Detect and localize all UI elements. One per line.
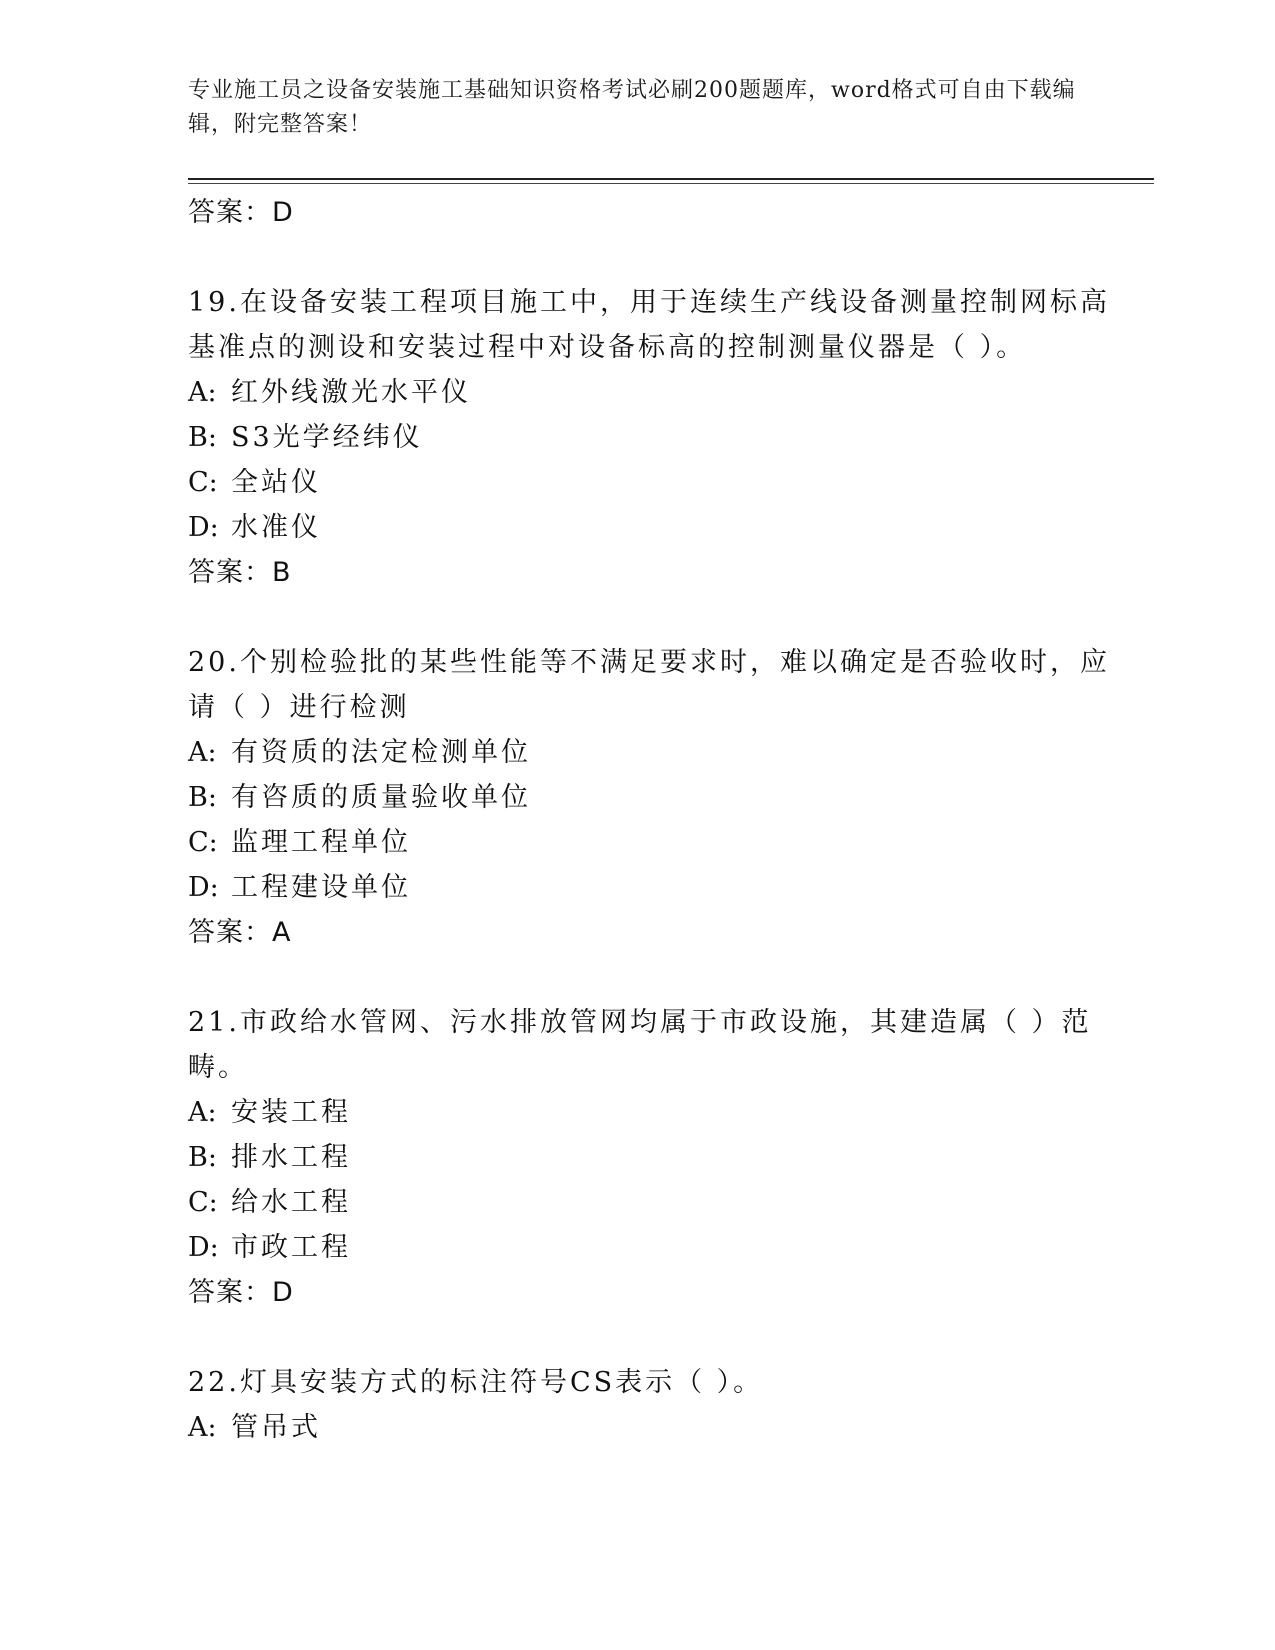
option-label: D:	[188, 1232, 219, 1263]
answer-line: 答案：D	[188, 197, 294, 228]
spacer	[188, 1316, 1128, 1360]
option-a	[188, 1090, 1128, 1135]
option-text: 工程建设单位	[231, 872, 411, 903]
option-text: 市政工程	[231, 1232, 351, 1263]
option-text: 给水工程	[231, 1187, 351, 1218]
option-label: B:	[188, 782, 217, 813]
option-text: 红外线激光水平仪	[231, 377, 471, 408]
option-text: 排水工程	[231, 1142, 351, 1173]
answer-line: 答案：A	[188, 917, 292, 948]
header-rule-thick	[188, 178, 1154, 180]
spacer	[188, 596, 1128, 640]
spacer	[188, 956, 1128, 1000]
question-text: 22.灯具安装方式的标注符号CS表示（ ）。	[188, 1367, 764, 1398]
option-text: 安装工程	[231, 1097, 351, 1128]
option-text: 水准仪	[231, 512, 321, 543]
option-label: D:	[188, 512, 219, 543]
option-d	[188, 1225, 1128, 1270]
option-text: 监理工程单位	[231, 827, 411, 858]
option-d	[188, 865, 1128, 910]
option-text: 有资质的法定检测单位	[231, 737, 531, 768]
question-list	[188, 190, 1128, 1450]
answer-line: 答案：B	[188, 557, 292, 588]
option-text: 全站仪	[231, 467, 321, 498]
option-b	[188, 775, 1128, 820]
option-text: 管吊式	[231, 1412, 321, 1443]
question-text: 20.个别检验批的某些性能等不满足要求时，难以确定是否验收时，应请（ ）进行检测	[188, 647, 1110, 723]
header-rule-thin	[188, 183, 1154, 184]
answer-line: 答案：D	[188, 1277, 294, 1308]
question-20	[188, 640, 1128, 956]
question-22	[188, 1360, 1128, 1450]
option-label: A:	[188, 1412, 217, 1443]
option-c	[188, 820, 1128, 865]
question-text: 21.市政给水管网、污水排放管网均属于市政设施，其建造属（ ）范畴。	[188, 1007, 1092, 1083]
option-a	[188, 730, 1128, 775]
option-label: A:	[188, 737, 217, 768]
option-text: 有咨质的质量验收单位	[231, 782, 531, 813]
option-a	[188, 1405, 1128, 1450]
option-label: C:	[188, 827, 218, 858]
option-text: S3光学经纬仪	[231, 422, 423, 453]
option-label: C:	[188, 1187, 218, 1218]
option-label: B:	[188, 422, 217, 453]
option-label: C:	[188, 467, 218, 498]
spacer	[188, 236, 1128, 280]
option-label: A:	[188, 1097, 217, 1128]
option-label: A:	[188, 377, 217, 408]
option-label: B:	[188, 1142, 217, 1173]
document-header: 专业施工员之设备安装施工基础知识资格考试必刷200题题库，word格式可自由下载编辑，附完整答案！	[188, 78, 1076, 137]
option-a	[188, 370, 1128, 415]
option-c	[188, 460, 1128, 505]
option-d	[188, 505, 1128, 550]
option-b	[188, 415, 1128, 460]
question-19	[188, 280, 1128, 596]
question-21	[188, 1000, 1128, 1316]
option-label: D:	[188, 872, 219, 903]
option-c	[188, 1180, 1128, 1225]
question-text: 19.在设备安装工程项目施工中，用于连续生产线设备测量控制网标高基准点的测设和安装过程中对设备标高的控制测量仪器是（ ）。	[188, 287, 1110, 363]
option-b	[188, 1135, 1128, 1180]
